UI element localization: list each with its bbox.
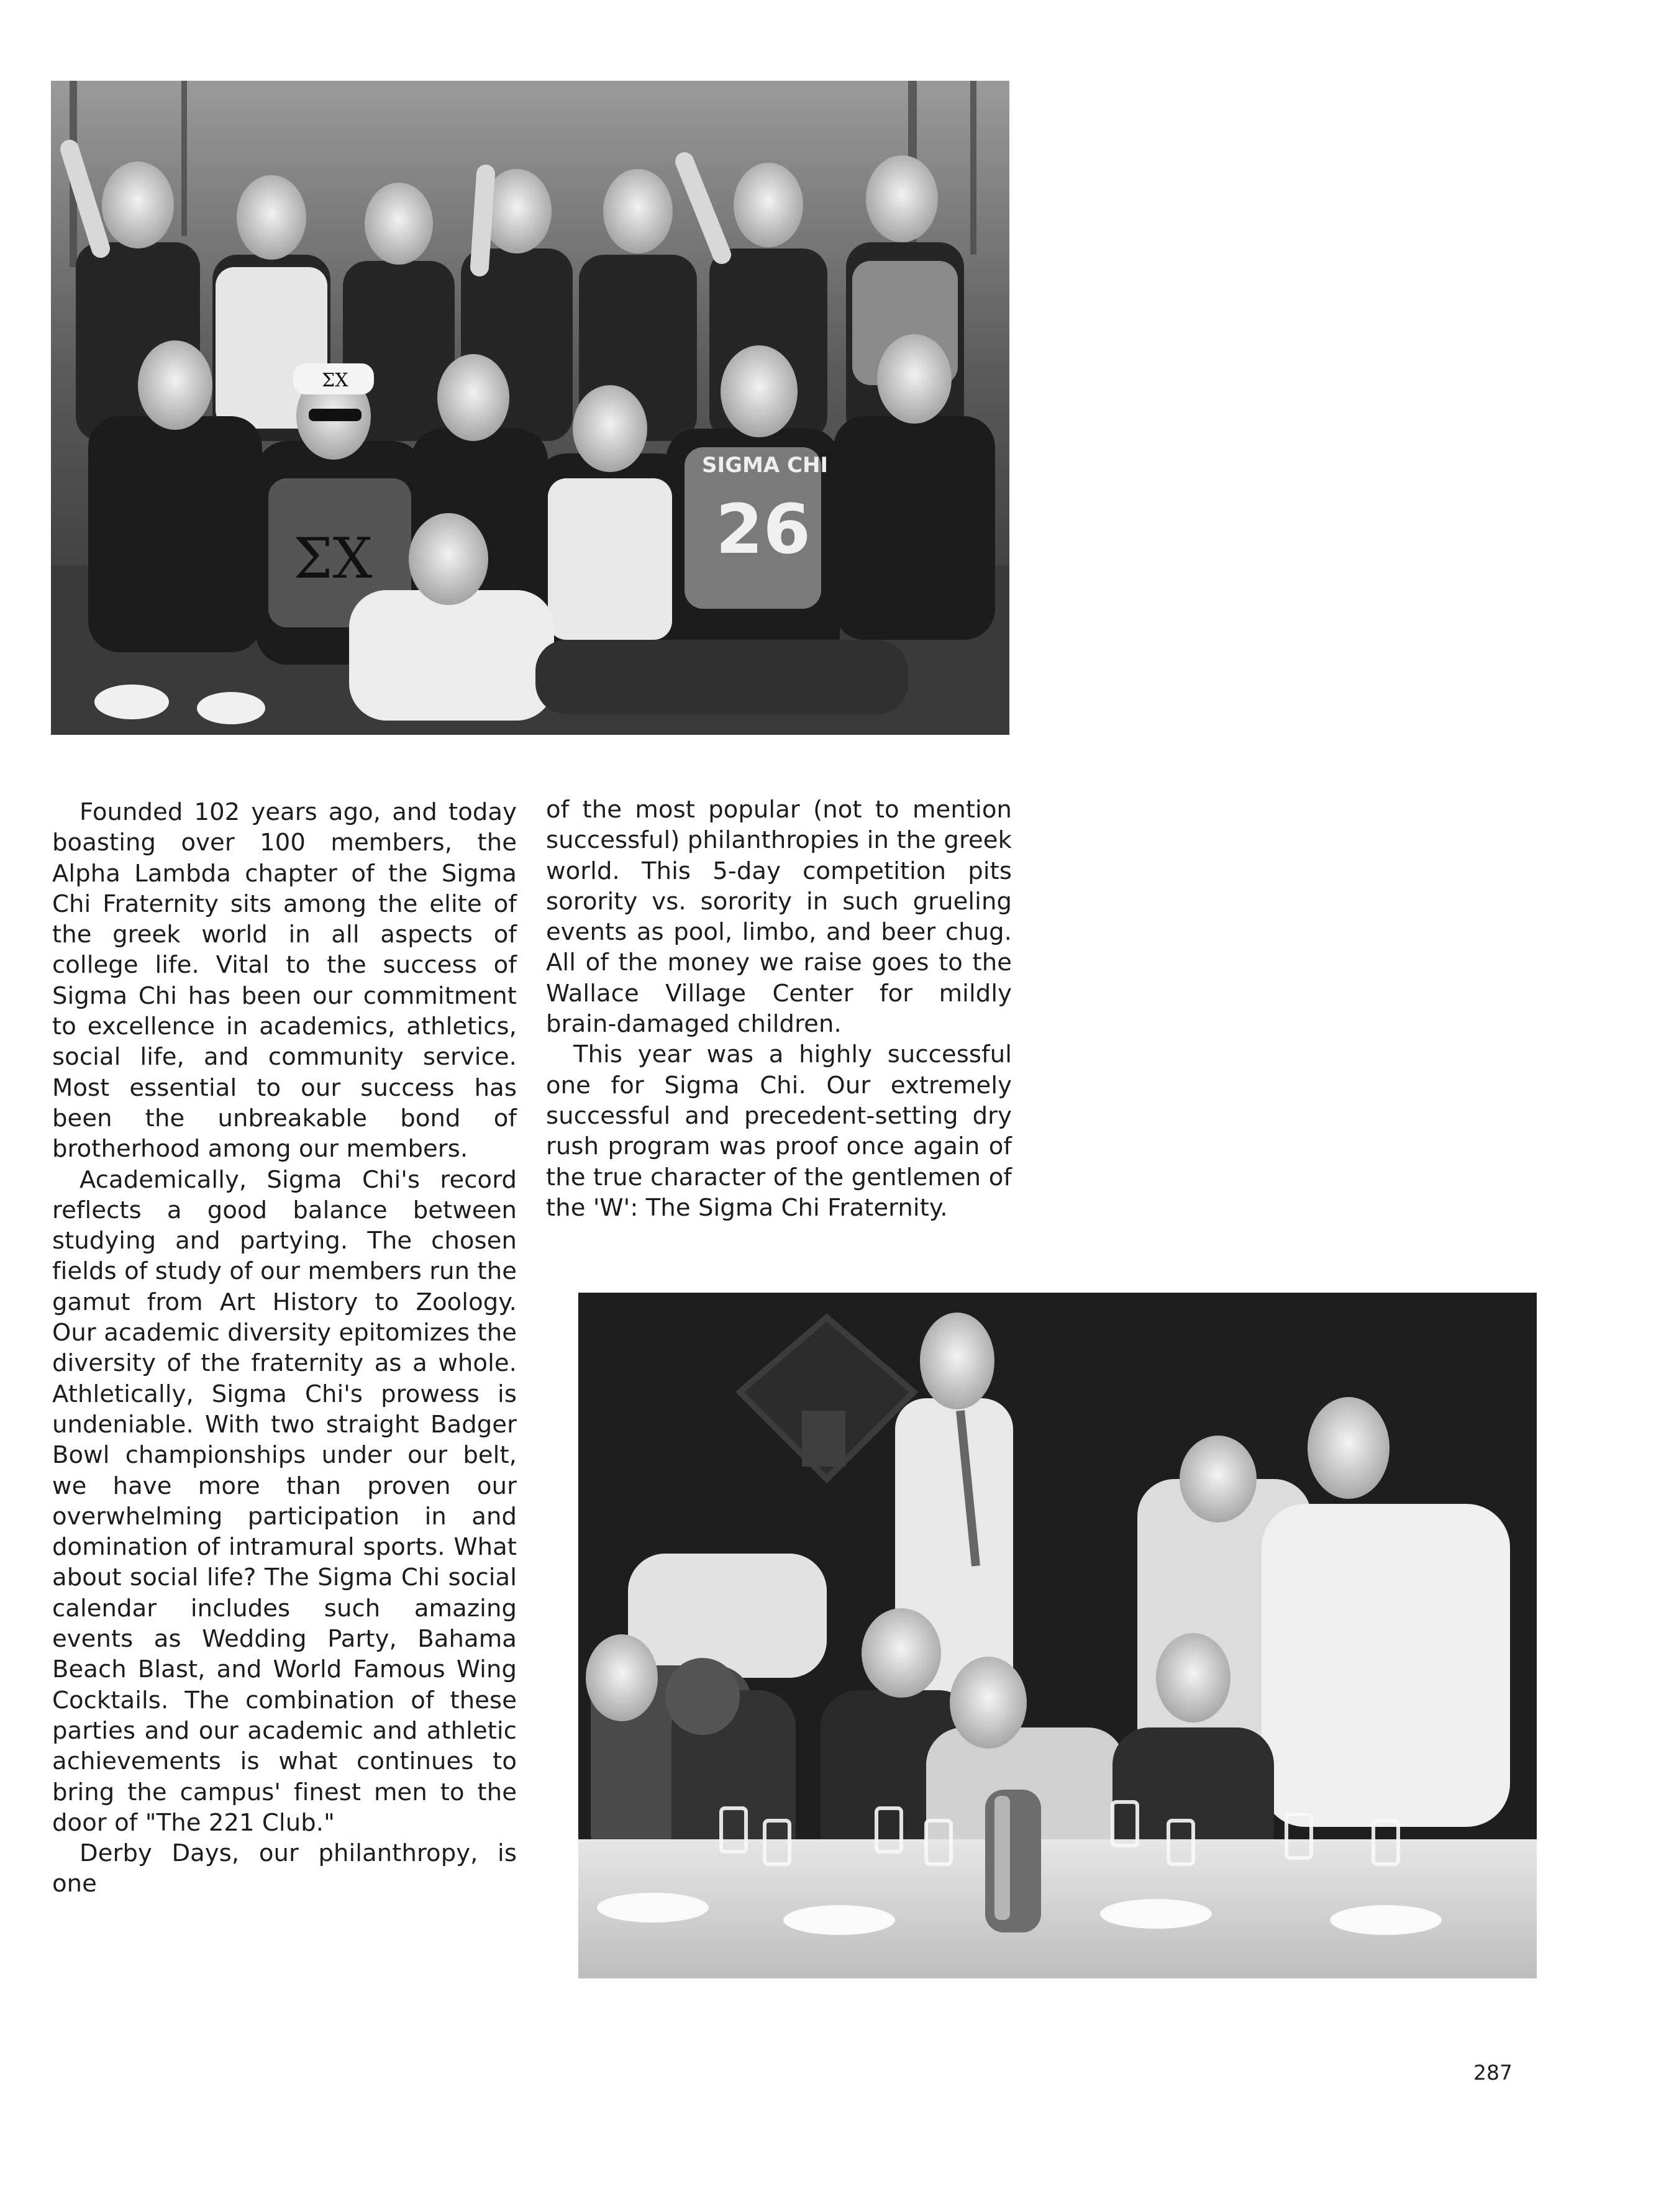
article-paragraph: of the most popular (not to mention successful) philanthropies in the greek world. This 5-day competition pits sorority vs. sorority in such grueling events as pool, limbo, and beer chug. All of the money we raise goes to the Wallace Village Center for mildly brain-damaged children.: [546, 796, 1012, 1039]
article-paragraph: Founded 102 years ago, and today boasting over 100 members, the Alpha Lambda chapter of the Sigma Chi Fraternity sits among the elite of the greek world in all aspects of college life. Vital to the success of Sigma Chi has been our commitment to excellence in academics, athletics, social life, and community service. Most essential to our success has been the unbreakable bond of brotherhood among our members.: [52, 798, 517, 1163]
group-photo-outdoors-image: [51, 81, 1009, 735]
article-column-right: [546, 794, 1012, 1223]
page-number: 287: [1473, 2060, 1513, 2085]
banquet-photo: [578, 1293, 1537, 1978]
jersey-number: 26: [716, 489, 811, 569]
banquet-photo-image: [578, 1293, 1537, 1978]
group-photo-outdoors: [51, 81, 1009, 735]
article-paragraph: Academically, Sigma Chi's record reflects a good balance between studying and partying. The chosen fields of study of our members run the gamut from Art History to Zoology. Our academic diversity epitomizes the diversity of the fraternity as a whole. Athletically, Sigma Chi's prowess is undeniable. With two straight Badger Bowl championships under our belt, we have more than proven our overwhelming participation in and domination of intramural sports. What about social life? The Sigma Chi social calendar includes such amazing events as Wedding Party, Bahama Beach Blast, and World Famous Wing Cocktails. The combination of these parties and our academic and athletic achievements is what continues to bring the campus' finest men to the door of "The 221 Club.": [52, 1165, 517, 1837]
show-through-title: [1019, 112, 1528, 224]
cap-letters: ΣX: [322, 370, 348, 391]
article-column-left: [52, 797, 517, 1900]
article-paragraph: Derby Days, our philanthropy, is one: [52, 1839, 517, 1898]
article-paragraph: This year was a highly successful one for Sigma Chi. Our extremely successful and precedent-setting dry rush program was proof once again of the true character of the gentlemen of the 'W': The Sigma Chi Fraternity.: [546, 1040, 1012, 1222]
sweater-letters: ΣX: [293, 526, 373, 591]
jersey-text: SIGMA CHI: [702, 453, 829, 478]
